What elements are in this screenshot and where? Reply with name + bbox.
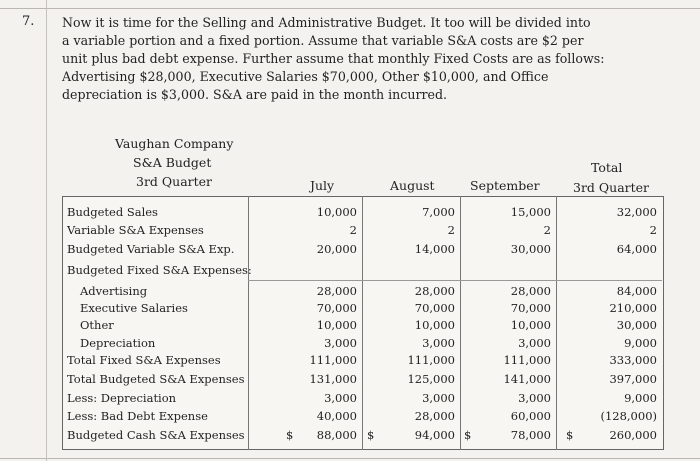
currency-symbol: $ — [367, 428, 375, 442]
page-bottom-rule — [0, 458, 700, 459]
row-label: Total Budgeted S&A Expenses — [67, 372, 245, 386]
value-cell: 7,000 — [422, 205, 455, 219]
value-cell: 32,000 — [616, 205, 657, 219]
table-divider — [362, 196, 363, 450]
question-text — [62, 14, 605, 104]
value-cell: 2 — [649, 223, 657, 237]
table-row-divider — [248, 280, 662, 281]
row-label: Budgeted Variable S&A Exp. — [67, 242, 235, 256]
value-cell: 3,000 — [518, 391, 551, 405]
row-label: Advertising — [80, 284, 148, 298]
row-label: Budgeted Sales — [67, 205, 158, 219]
table-divider — [248, 196, 249, 450]
value-cell: (128,000) — [600, 409, 657, 423]
row-label: Depreciation — [80, 336, 156, 350]
value-cell: 60,000 — [510, 409, 551, 423]
value-cell: 3,000 — [324, 336, 357, 350]
value-cell: 111,000 — [309, 353, 357, 367]
company-name: Vaughan Company — [115, 136, 234, 151]
value-cell: 397,000 — [609, 372, 657, 386]
question-line: Now it is time for the Selling and Administrative Budget. It too will be divided into — [62, 15, 591, 30]
column-header-august: August — [390, 178, 435, 193]
value-cell: 64,000 — [616, 242, 657, 256]
question-line: Advertising $28,000, Executive Salaries $70,000, Other $10,000, and Office — [62, 69, 549, 84]
row-label: Budgeted Fixed S&A Expenses: — [67, 263, 252, 277]
table-divider — [556, 196, 557, 450]
currency-symbol: $ — [286, 428, 294, 442]
value-cell: 70,000 — [414, 301, 455, 315]
row-label: Less: Depreciation — [67, 391, 177, 405]
value-cell: 9,000 — [624, 336, 657, 350]
margin-line — [46, 0, 47, 461]
value-cell: 10,000 — [316, 205, 357, 219]
value-cell: 70,000 — [510, 301, 551, 315]
table-divider — [460, 196, 461, 450]
currency-symbol: $ — [464, 428, 472, 442]
value-cell: 10,000 — [316, 318, 357, 332]
value-cell: 9,000 — [624, 391, 657, 405]
row-label: Variable S&A Expenses — [67, 223, 204, 237]
value-cell: 30,000 — [510, 242, 551, 256]
value-cell: 88,000 — [316, 428, 357, 442]
value-cell: 111,000 — [407, 353, 455, 367]
page-top-rule — [0, 8, 700, 9]
value-cell: 10,000 — [510, 318, 551, 332]
question-number: 7. — [22, 14, 35, 29]
column-header-total: Total — [591, 160, 623, 175]
value-cell: 40,000 — [316, 409, 357, 423]
column-header-september: September — [470, 178, 540, 193]
value-cell: 30,000 — [616, 318, 657, 332]
value-cell: 3,000 — [518, 336, 551, 350]
row-label: Budgeted Cash S&A Expenses — [67, 428, 245, 442]
value-cell: 210,000 — [609, 301, 657, 315]
value-cell: 111,000 — [503, 353, 551, 367]
value-cell: 2 — [447, 223, 455, 237]
value-cell: 28,000 — [510, 284, 551, 298]
value-cell: 78,000 — [510, 428, 551, 442]
value-cell: 28,000 — [414, 284, 455, 298]
column-header-total-period: 3rd Quarter — [573, 180, 650, 195]
value-cell: 84,000 — [616, 284, 657, 298]
value-cell: 2 — [349, 223, 357, 237]
value-cell: 260,000 — [609, 428, 657, 442]
value-cell: 70,000 — [316, 301, 357, 315]
row-label: Less: Bad Debt Expense — [67, 409, 208, 423]
value-cell: 20,000 — [316, 242, 357, 256]
row-label: Executive Salaries — [80, 301, 188, 315]
value-cell: 131,000 — [309, 372, 357, 386]
value-cell: 141,000 — [503, 372, 551, 386]
row-label: Other — [80, 318, 114, 332]
value-cell: 3,000 — [422, 391, 455, 405]
value-cell: 15,000 — [510, 205, 551, 219]
report-name: S&A Budget — [133, 155, 212, 170]
value-cell: 28,000 — [414, 409, 455, 423]
row-label: Total Fixed S&A Expenses — [67, 353, 221, 367]
value-cell: 94,000 — [414, 428, 455, 442]
currency-symbol: $ — [566, 428, 574, 442]
value-cell: 2 — [543, 223, 551, 237]
question-line: a variable portion and a fixed portion. Assume that variable S&A costs are $2 per — [62, 33, 584, 48]
value-cell: 3,000 — [422, 336, 455, 350]
value-cell: 14,000 — [414, 242, 455, 256]
value-cell: 125,000 — [407, 372, 455, 386]
report-period: 3rd Quarter — [136, 174, 213, 189]
question-line: depreciation is $3,000. S&A are paid in the month incurred. — [62, 87, 448, 102]
value-cell: 28,000 — [316, 284, 357, 298]
value-cell: 10,000 — [414, 318, 455, 332]
column-header-july: July — [310, 178, 335, 193]
question-line: unit plus bad debt expense. Further assume that monthly Fixed Costs are as follows: — [62, 51, 605, 66]
value-cell: 3,000 — [324, 391, 357, 405]
value-cell: 333,000 — [609, 353, 657, 367]
